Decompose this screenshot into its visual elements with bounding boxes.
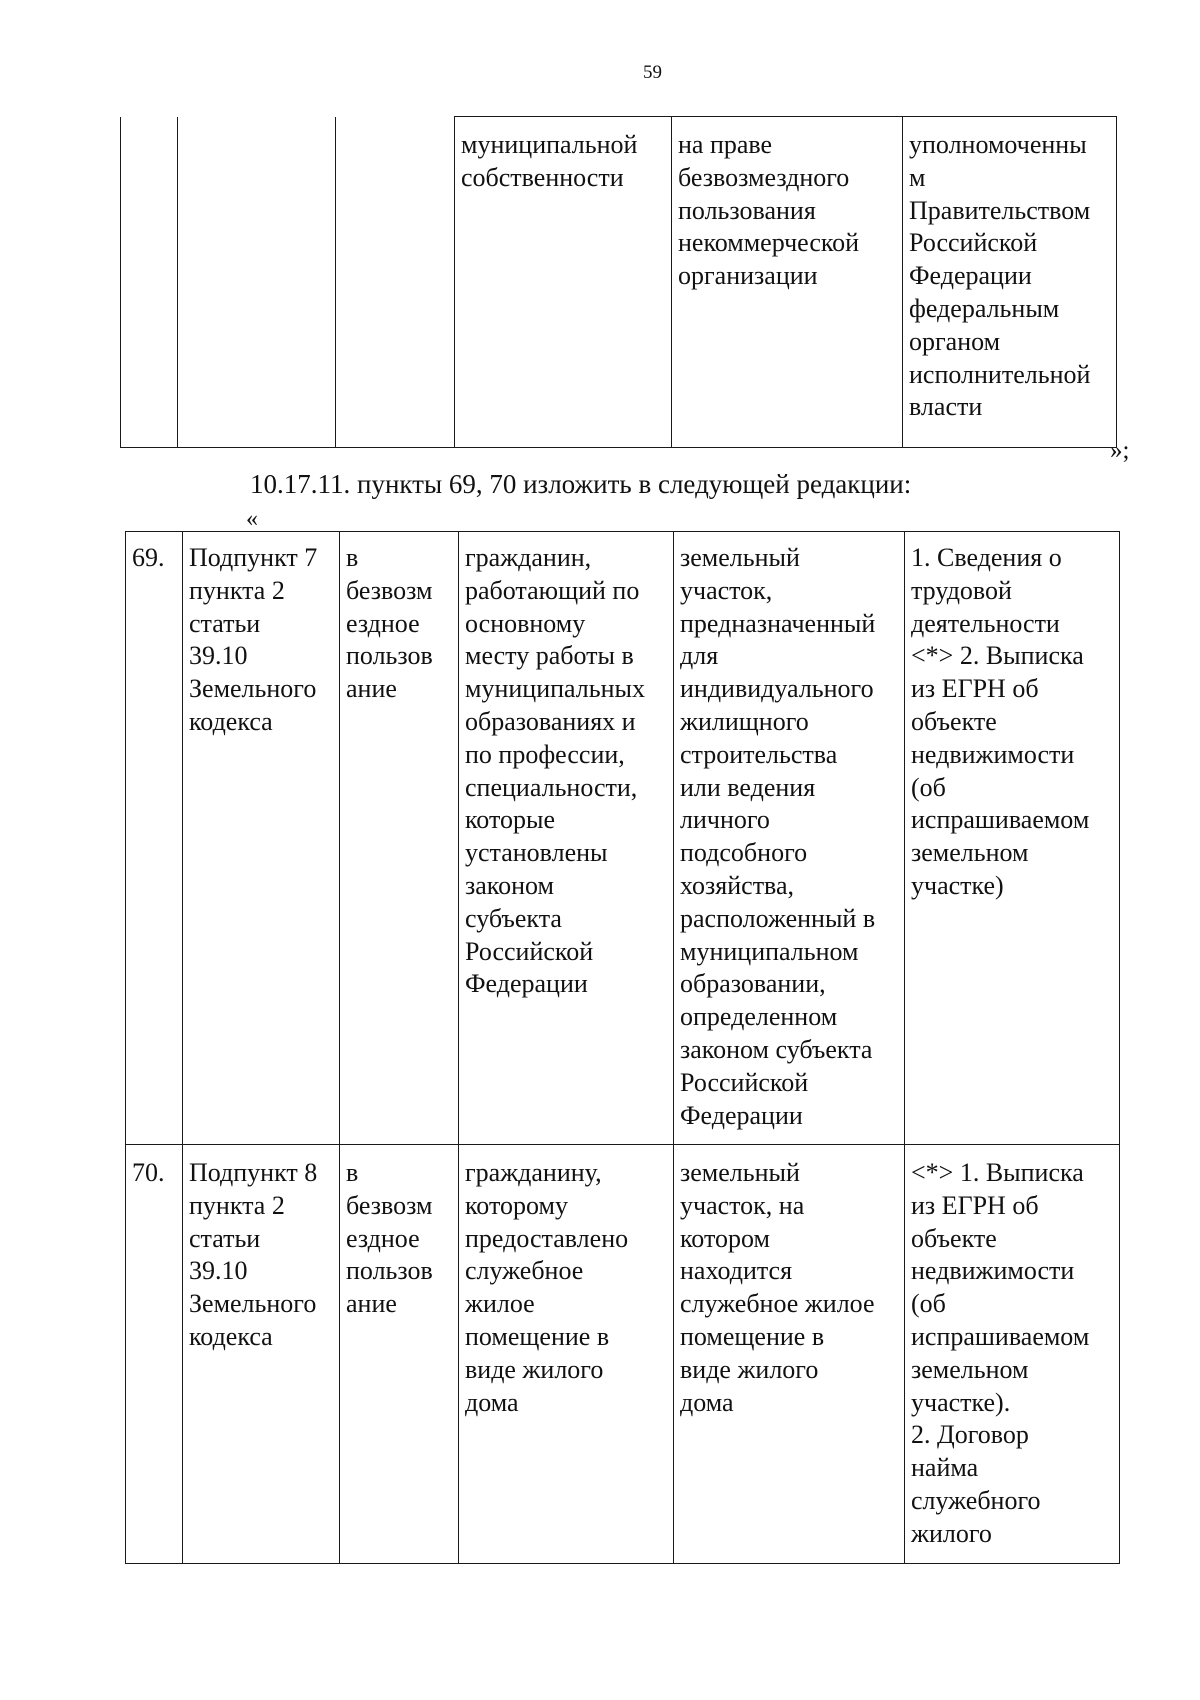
table-cell-land-plot: на праве безвозмездного пользования некоммерческой организации bbox=[672, 117, 903, 448]
table-cell-basis bbox=[178, 117, 336, 448]
row-basis: Подпункт 7 пункта 2 статьи 39.10 Земельного кодекса bbox=[183, 532, 340, 1145]
closing-quote: »; bbox=[1110, 437, 1130, 464]
row-applicant: гражданин, работающий по основному месту работы в муниципальных образованиях и по профессии, специальности, которые установлены законом субъекта Российской Федерации bbox=[459, 532, 674, 1145]
row-right-type: в безвозм ездное пользов ание bbox=[340, 1145, 459, 1564]
items-table bbox=[125, 531, 1120, 1564]
table-cell-authority: уполномоченны м Правительством Российской Федерации федеральным органом исполнительной власти bbox=[903, 117, 1117, 448]
row-applicant: гражданину, которому предоставлено служебное жилое помещение в виде жилого дома bbox=[459, 1145, 674, 1564]
continued-table bbox=[120, 116, 1117, 448]
row-land-plot: земельный участок, предназначенный для индивидуального жилищного строительства или ведения личного подсобного хозяйства, расположенный в муниципальном образовании, определенном законом субъекта Российской Федерации bbox=[674, 532, 905, 1145]
table-cell-right-type bbox=[336, 117, 455, 448]
table-cell-number bbox=[121, 117, 178, 448]
row-basis: Подпункт 8 пункта 2 статьи 39.10 Земельного кодекса bbox=[183, 1145, 340, 1564]
row-number: 69. bbox=[126, 532, 183, 1145]
table-row-69 bbox=[126, 532, 1120, 1145]
table-row bbox=[121, 117, 1117, 448]
row-documents: <*> 1. Выписка из ЕГРН об объекте недвижимости (об испрашиваемом земельном участке). 2. Договор найма служебного жилого bbox=[905, 1145, 1120, 1564]
opening-quote: « bbox=[246, 506, 258, 532]
table-cell-owner: муниципальной собственности bbox=[455, 117, 672, 448]
row-land-plot: земельный участок, на котором находится служебное жилое помещение в виде жилого дома bbox=[674, 1145, 905, 1564]
page-number: 59 bbox=[643, 62, 662, 83]
instruction-text: 10.17.11. пункты 69, 70 изложить в следующей редакции: bbox=[250, 469, 912, 499]
row-documents: 1. Сведения о трудовой деятельности <*> 2. Выписка из ЕГРН об объекте недвижимости (об испрашиваемом земельном участке) bbox=[905, 532, 1120, 1145]
row-right-type: в безвозм ездное пользов ание bbox=[340, 532, 459, 1145]
row-number: 70. bbox=[126, 1145, 183, 1564]
table-row-70 bbox=[126, 1145, 1120, 1564]
